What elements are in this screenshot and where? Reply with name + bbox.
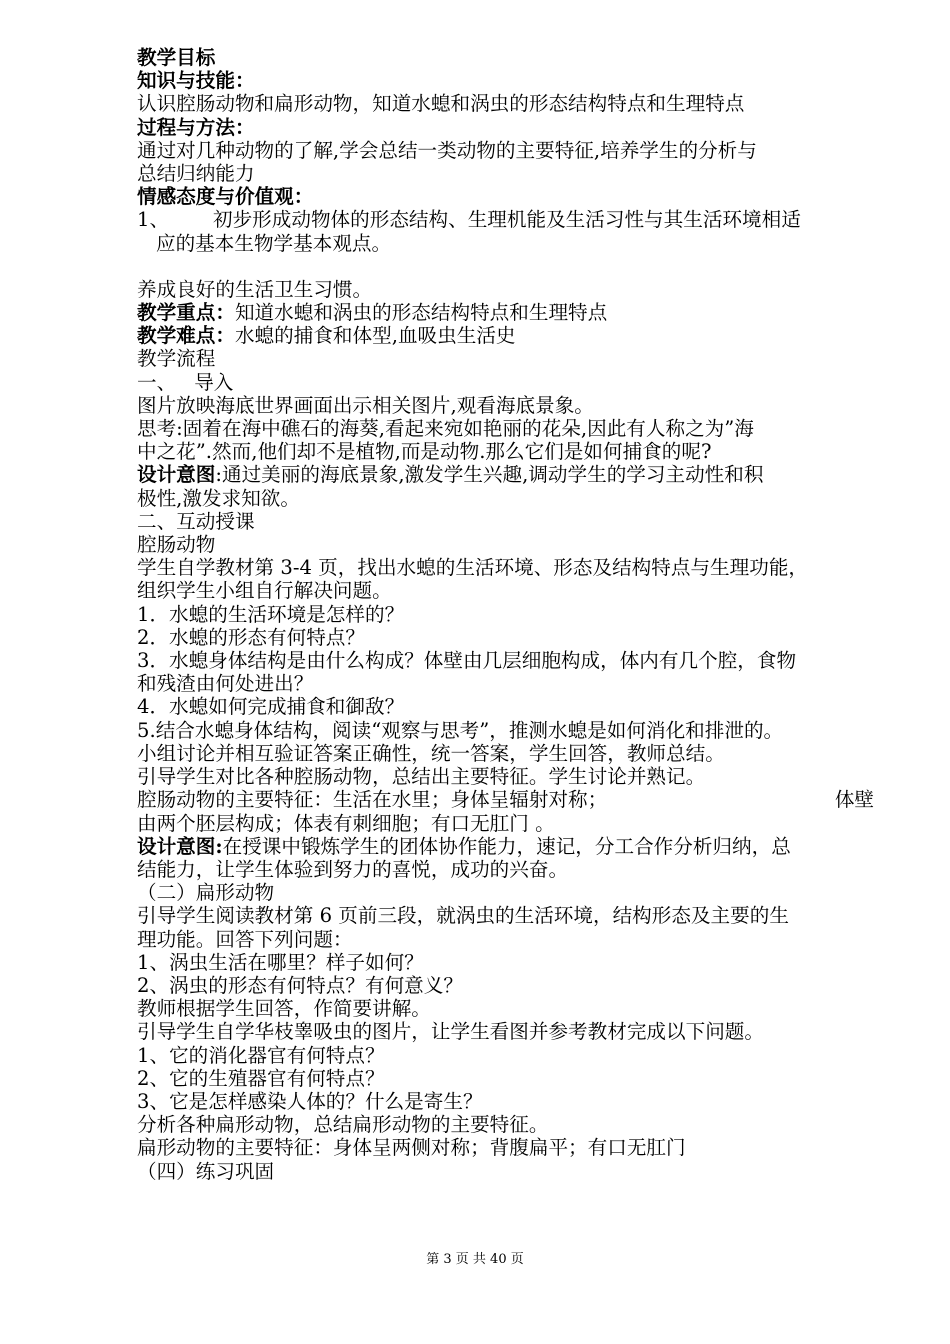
flatworm-heading: （二）扁形动物 xyxy=(137,881,275,905)
parasite-question-2: 2、它的生殖器官有何特点？ xyxy=(137,1066,385,1090)
flatworm-question-1: 1、涡虫生活在哪里？样子如何？ xyxy=(137,950,424,974)
emotion-item-line2: 应的基本生物学基本观点。 xyxy=(156,231,392,255)
knowledge-heading: 知识与技能： xyxy=(137,69,255,93)
focus-text: 知道水螅和涡虫的形态结构特点和生理特点 xyxy=(234,301,608,325)
intro-line: 图片放映海底世界画面出示相关图片,观看海底景象。 xyxy=(137,393,594,417)
practice-heading: （四）练习巩固 xyxy=(137,1159,275,1183)
guide-compare: 引导学生对比各种腔肠动物，总结出主要特征。学生讨论并熟记。 xyxy=(137,765,706,789)
design-intent-2 xyxy=(137,835,874,858)
cnidaria-feature-line1 xyxy=(137,788,874,811)
emotion-heading: 情感态度与价值观： xyxy=(137,185,314,209)
self-study-line1: 学生自学教材第 3-4 页，找出水螅的生活环境、形态及结构特点与生理功能， xyxy=(137,556,809,580)
emotion-item-text xyxy=(213,208,874,231)
group-discussion: 小组讨论并相互验证答案正确性，统一答案，学生回答，教师总结。 xyxy=(137,741,725,765)
emotion-item-number: 1、 xyxy=(137,208,170,232)
habit-text: 养成良好的生活卫生习惯。 xyxy=(137,277,373,301)
design-intent-1 xyxy=(137,463,874,486)
flow-heading: 教学流程 xyxy=(137,347,216,371)
teaching-focus xyxy=(137,301,874,324)
intent1-label: 设计意图 xyxy=(137,463,216,487)
guide-read-line1: 引导学生阅读教材第 6 页前三段，就涡虫的生活环境，结构形态及主要的生 xyxy=(137,904,789,928)
process-heading: 过程与方法： xyxy=(137,115,255,139)
emotion-item-line1: 初步形成动物体的形态结构、生理机能及生活习性与其生活环境相适 xyxy=(213,208,801,232)
section1-heading xyxy=(137,371,874,394)
process-text-line2: 总结归纳能力 xyxy=(137,162,255,186)
question-5: 5.结合水螅身体结构，阅读“观察与思考”，推测水螅是如何消化和排泄的。 xyxy=(137,718,784,742)
doc-title: 教学目标 xyxy=(137,46,216,69)
focus-label: 教学重点： xyxy=(137,301,235,325)
question-3-line1: 3．水螅身体结构是由什么构成？体壁由几层细胞构成，体内有几个腔，食物 xyxy=(137,649,797,673)
intent2-label: 设计意图: xyxy=(137,834,223,858)
guide-selfstudy: 引导学生自学华枝睾吸虫的图片，让学生看图并参考教材完成以下问题。 xyxy=(137,1020,764,1044)
cnidaria-feature-part-a: 腔肠动物的主要特征：生活在水里；身体呈辐射对称； xyxy=(137,788,608,812)
section1-title: 导入 xyxy=(194,370,234,394)
flatworm-question-2: 2、涡虫的形态有何特点？有何意义？ xyxy=(137,973,463,997)
question-2: 2．水螅的形态有何特点？ xyxy=(137,625,365,649)
process-text-line1: 通过对几种动物的了解,学会总结一类动物的主要特征,培养学生的分析与 xyxy=(137,138,757,162)
intent2-text-line1: 在授课中锻炼学生的团体协作能力，速记，分工合作分析归纳，总 xyxy=(222,834,791,858)
question-4: 4．水螅如何完成捕食和御敌？ xyxy=(137,695,405,719)
parasite-question-1: 1、它的消化器官有何特点？ xyxy=(137,1043,385,1067)
page-number-label: 第 3 页 共 40 页 xyxy=(426,1252,524,1267)
knowledge-text: 认识腔肠动物和扁形动物，知道水螅和涡虫的形态结构特点和生理特点 xyxy=(137,92,745,116)
cnidaria-feature-line2: 由两个胚层构成；体表有刺细胞；有口无肛门 。 xyxy=(137,811,555,835)
section2-heading: 二、互动授课 xyxy=(137,509,255,533)
blank-line xyxy=(137,255,874,278)
teaching-difficulty xyxy=(137,324,874,347)
question-3-line2: 和残渣由何处进出？ xyxy=(137,672,314,696)
document-body xyxy=(137,46,874,1183)
teacher-explain: 教师根据学生回答，作简要讲解。 xyxy=(137,997,431,1021)
analyze-line: 分析各种扁形动物，总结扁形动物的主要特征。 xyxy=(137,1113,549,1137)
parasite-question-3: 3、它是怎样感染人体的？什么是寄生？ xyxy=(137,1089,483,1113)
difficulty-text: 水螅的捕食和体型,血吸虫生活史 xyxy=(234,324,516,348)
page-footer xyxy=(0,1248,950,1267)
emotion-list-item xyxy=(137,208,874,231)
intent2-text-line2: 结能力，让学生体验到努力的喜悦，成功的兴奋。 xyxy=(137,857,569,881)
section1-number: 一、 xyxy=(137,370,177,394)
intent1-text-line1: :通过美丽的海底景象,激发学生兴趣,调动学生的学习主动性和积 xyxy=(215,463,764,487)
cnidaria-feature-part-b: 体壁 xyxy=(834,788,874,812)
intent1-text-line2: 极性,激发求知欲。 xyxy=(137,486,300,510)
self-study-line2: 组织学生小组自行解决问题。 xyxy=(137,579,392,603)
think-line1: 思考:固着在海中礁石的海葵,看起来宛如艳丽的花朵,因此有人称之为”海 xyxy=(137,417,754,441)
difficulty-label: 教学难点： xyxy=(137,324,235,348)
flatworm-feature: 扁形动物的主要特征：身体呈两侧对称；背腹扁平；有口无肛门 xyxy=(137,1136,686,1160)
cnidaria-heading: 腔肠动物 xyxy=(137,533,216,557)
think-line2: 中之花”.然而,他们却不是植物,而是动物.那么它们是如何捕食的呢? xyxy=(137,440,712,464)
guide-read-line2: 理功能。回答下列问题： xyxy=(137,927,353,951)
question-1: 1．水螅的生活环境是怎样的？ xyxy=(137,602,405,626)
